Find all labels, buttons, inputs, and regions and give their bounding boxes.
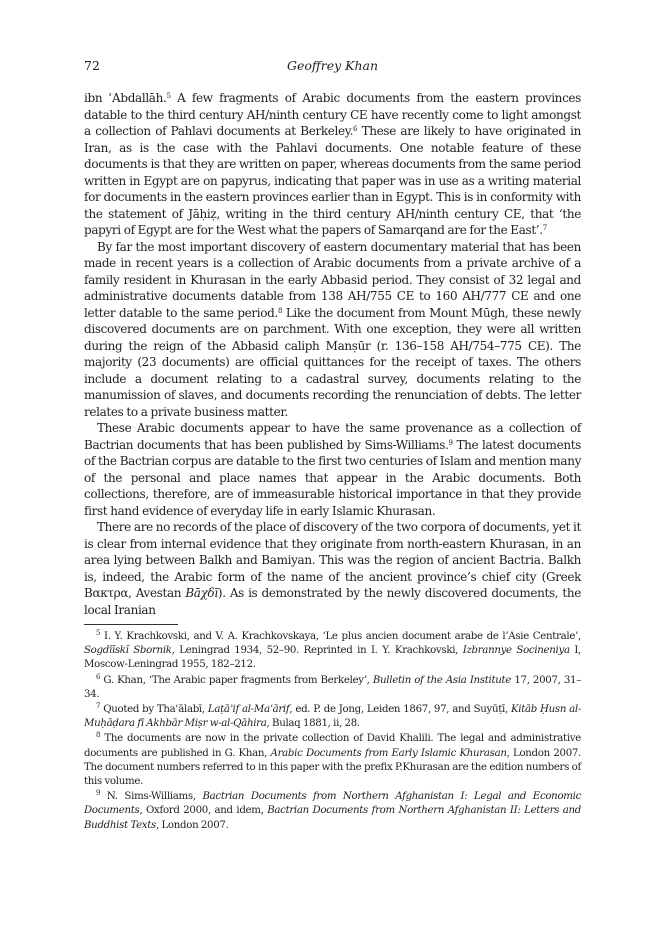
footnote-text: I. Y. Krachkovski, and V. A. Krachkovskaya, ‘Le plus ancien document arabe de l’Asie Centrale’, [104, 631, 581, 642]
paragraph-text: These Arabic documents appear to have the same provenance as a collection of Bactrian documents that has been published by Sims-Williams. [84, 421, 581, 452]
footnote-text: I, Moscow-Leningrad 1955, 182–212. [84, 645, 581, 671]
footnote-title: Arabic Documents from Early Islamic Khurasan [270, 747, 507, 759]
footnote-rule [84, 624, 178, 625]
running-head-author: Geoffrey Khan [286, 58, 379, 73]
footnote-title: Laṭāʾif al-Maʿārif [207, 704, 290, 716]
footnote-number: 6 [96, 672, 101, 681]
footnote-text: , Bulaq 1881, ii, 28. [266, 718, 360, 730]
footnote-title: Bactrian Documents from Northern Afghanistan II: Letters and Buddhist Texts [84, 805, 581, 831]
paragraph-text: Like the document from Mount Mūgh, these newly discovered documents are on parchment. With one exception, they were all written during the reign of the Abbasid caliph Manṣūr (r. 136–158 AH/754–775 CE). The majority (23 documents) are official quittances for the receipt of taxes. The others include a document relating to a cadastral survey, documents relating to the manumission of slaves, and documents recording the renunciation of debts. The letter relates to a private business matter. [84, 305, 581, 419]
footnote-ref[interactable]: 7 [542, 224, 547, 232]
body-text [84, 90, 581, 618]
footnote-number: 5 [96, 629, 101, 637]
footnote-8 [84, 732, 581, 789]
footnote-text: The documents are now in the private collection of David Khalili. The legal and administrative documents are published in G. Khan, [84, 733, 581, 759]
footnote-text: N. Sims-Williams, [106, 791, 203, 803]
footnote-title: Kitāb Ḥusn al-Muḥāḍara fī Akhbār Miṣr w-al-Qāhira [84, 704, 582, 730]
footnote-ref[interactable]: 6 [353, 125, 358, 133]
footnote-title: Sogdīĭskĭ Sbornik [84, 645, 172, 657]
footnote-ref[interactable]: 5 [166, 92, 171, 100]
footnotes [84, 630, 581, 833]
running-head [84, 58, 581, 80]
footnote-6 [84, 674, 581, 702]
footnote-7 [84, 703, 581, 731]
footnote-ref[interactable]: 8 [277, 306, 283, 315]
footnote-text: , London 2007. [155, 819, 229, 831]
paragraph-text: There are no records of the place of discovery of the two corpora of documents, yet it is clear from internal evidence that they originate from north-eastern Khurasan, in an area lying between Balkh and Bamiyan. This was the region of ancient Bactria. Balkh is, indeed, the Arabic form of the name of the ancient province’s chief city (Greek Βακτρα, Avestan [84, 520, 581, 600]
paragraph-1 [84, 90, 581, 239]
footnote-text: , Leningrad 1934, 52–90. Reprinted in I. Y. Krachkovski, [171, 645, 463, 657]
page [84, 58, 581, 833]
footnote-title: Bactrian Documents from Northern Afghanistan I: Legal and Economic Documents [84, 791, 581, 817]
paragraph-2 [84, 239, 581, 421]
paragraph-italic: Bāχδī [185, 586, 218, 600]
footnote-title: Izbrannye Socineniya [462, 645, 570, 657]
paragraph-text: A few fragments of Arabic documents from the eastern provinces datable to the third century AH/ninth century CE have recently come to light amongst a collection of Pahlavi documents at Berkeley. [84, 91, 581, 138]
footnote-text: , Oxford 2000, and idem, [139, 805, 268, 817]
footnote-ref[interactable]: 9 [448, 438, 453, 447]
footnote-number: 9 [96, 789, 101, 798]
footnote-5 [84, 630, 581, 673]
page-number: 72 [84, 58, 100, 73]
paragraph-4 [84, 519, 581, 618]
paragraph-3 [84, 420, 581, 519]
paragraph-text: These are likely to have originated in Iran, as is the case with the Pahlavi documents. One notable feature of these documents is that they are written on paper, whereas documents from the same period written in Egypt are on papyrus, indicating that paper was in use as a writing material for documents in the eastern provinces earlier than in Egypt. This is in conformity with the statement of Jāḥiẓ, writing in the third century AH/ninth century CE, that ‘the papyri of Egypt are for the West what the papers of Samarqand are for the East’. [84, 124, 581, 237]
footnote-text: , ed. P. de Jong, Leiden 1867, 97, and Suyūṭī, [289, 704, 511, 716]
paragraph-text: ). As is demonstrated by the newly discovered documents, the local Iranian [84, 586, 581, 617]
footnote-text: 17, 2007, 31–34. [84, 674, 581, 700]
footnote-9 [84, 790, 581, 833]
paragraph-text: The latest documents of the Bactrian corpus are datable to the first two centuries of Islam and mention many of the personal and place names that appear in the Arabic documents. Both collections, therefore, are of immeasurable historical importance in that they provide first hand evidence of everyday life in early Islamic Khurasan. [84, 437, 581, 518]
footnote-number: 7 [96, 702, 101, 711]
paragraph-text: By far the most important discovery of eastern documentary material that has been made in recent years is a collection of Arabic documents from a private archive of a family resident in Khurasan in the early Abbasid period. They consist of 32 legal and administrative documents datable from 138 AH/755 CE to 160 AH/777 CE and one letter datable to the same period. [84, 239, 581, 320]
footnote-text: Quoted by Thaʿālabī, [103, 704, 208, 716]
footnote-title: Bulletin of the Asia Institute [372, 674, 512, 686]
footnote-number: 8 [96, 731, 101, 740]
footnote-text: G. Khan, ‘The Arabic paper fragments from Berkeley’, [103, 674, 373, 686]
footnote-text: , London 2007. The document numbers referred to in this paper with the prefix P.Khurasan are the edition numbers of this volume. [84, 747, 581, 788]
paragraph-text: ibn ʿAbdallāh. [84, 91, 167, 105]
